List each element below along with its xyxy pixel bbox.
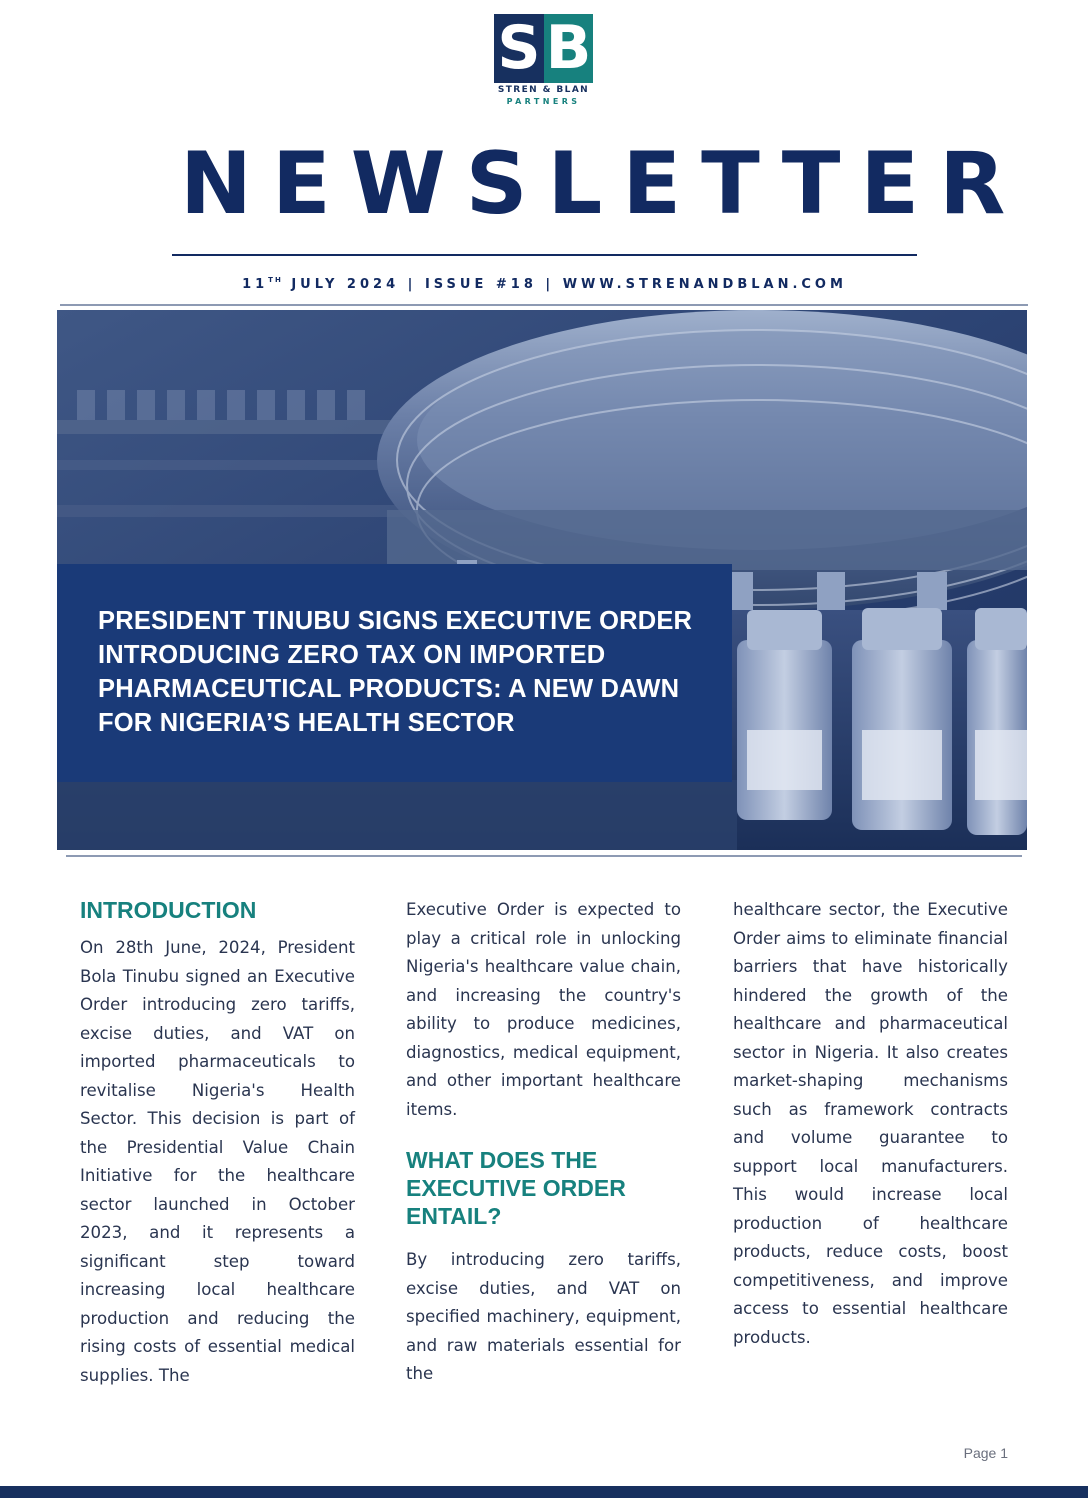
footer-bar: [0, 1486, 1088, 1498]
issue-number: ISSUE #18: [424, 277, 537, 292]
separator: |: [545, 277, 555, 292]
newsletter-title: NEWSLETTER: [180, 134, 1026, 234]
entail-paragraph: By introducing zero tariffs, excise duties, and VAT on specified machinery, equipment, and raw materials essential for the: [406, 1250, 681, 1383]
logo-partners: PARTNERS: [506, 97, 581, 106]
divider: [66, 855, 1022, 857]
page-number: Page 1: [963, 1445, 1008, 1461]
logo-mark: [494, 14, 593, 83]
intro-paragraph-continued: Executive Order is expected to play a critical role in unlocking Nigeria's healthcare value chain, and increasing the country's ability to produce medicines, diagnostics, medical equipment, and other important healthcare items.: [406, 900, 681, 1119]
issue-date-suffix: TH: [268, 276, 283, 284]
section-heading-entail: WHAT DOES THE EXECUTIVE ORDER ENTAIL?: [406, 1147, 626, 1229]
headline: PRESIDENT TINUBU SIGNS EXECUTIVE ORDER INTRODUCING ZERO TAX ON IMPORTED PHARMACEUTICAL PRODUCTS: A NEW DAWN FOR NIGERIA’S HEALTH SECTOR: [98, 607, 693, 737]
headline-box: [57, 564, 732, 782]
entail-paragraph-continued: healthcare sector, the Executive Order aims to eliminate financial barriers that have historically hindered the growth of the healthcare and pharmaceutical sector in Nigeria. It also creates market-shaping mechanisms such as framework contracts and volume guarantee to support local manufacturers. This would increase local production of healthcare products, reduce costs, boost competitiveness, and improve access to essential healthcare products.: [733, 900, 1008, 1347]
divider: [172, 254, 917, 256]
logo-firm-name: STREN & BLAN: [497, 85, 590, 95]
section-heading-introduction: INTRODUCTION: [80, 897, 257, 923]
issue-date-day: 11: [242, 277, 269, 292]
article-column-2: [406, 896, 681, 1389]
divider: [60, 304, 1028, 306]
article-column-1: [80, 896, 355, 1390]
issue-date: JULY 2024: [291, 277, 400, 292]
separator: |: [407, 277, 417, 292]
issue-info: [172, 270, 917, 295]
intro-paragraph: On 28th June, 2024, President Bola Tinubu signed an Executive Order introducing zero tariffs, excise duties, and VAT on imported pharmaceuticals to revitalise Nigeria's Health Sector. This decision is part of the Presidential Value Chain Initiative for the healthcare sector launched in October 2023, and it represents a significant step toward increasing local healthcare production and reducing the rising costs of essential medical supplies. The: [80, 938, 355, 1385]
logo-letter-s: S: [494, 14, 544, 83]
logo-letter-b: B: [545, 13, 592, 83]
company-logo: [494, 14, 594, 107]
website-link[interactable]: WWW.STRENANDBLAN.COM: [562, 277, 847, 292]
article-column-3: [733, 896, 1008, 1352]
